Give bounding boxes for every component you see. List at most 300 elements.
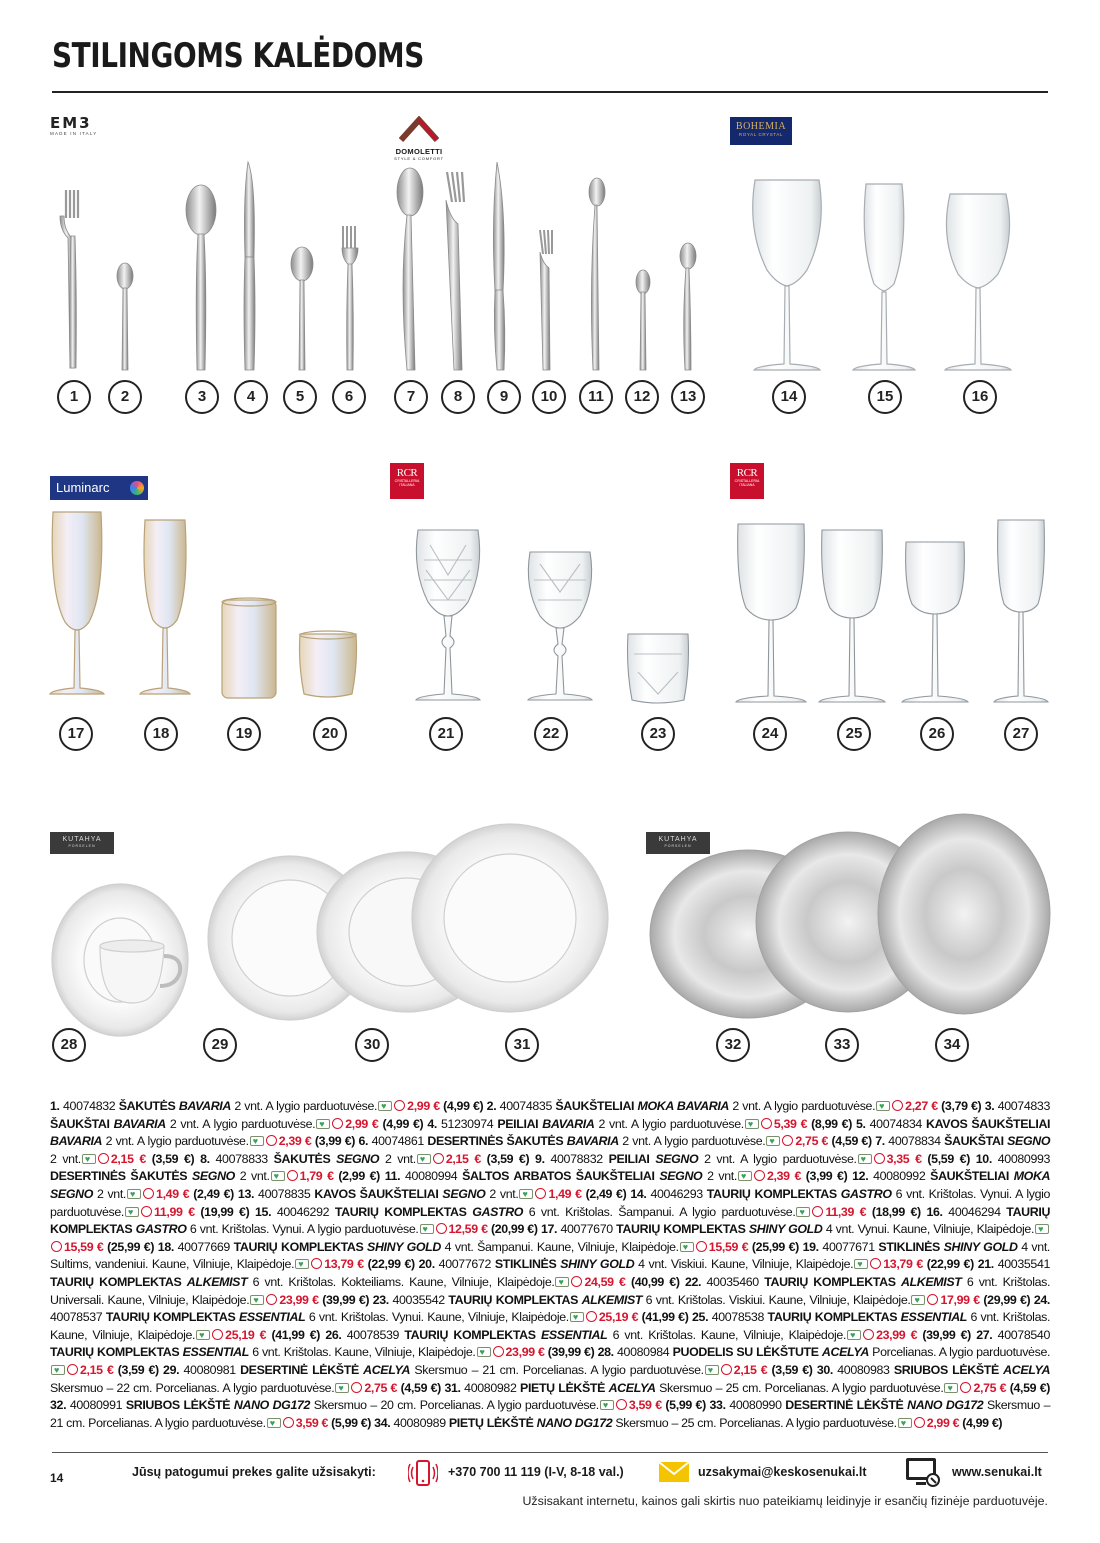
bohemia-sub: ROYAL CRYSTAL xyxy=(738,132,784,137)
discount-icon xyxy=(960,1382,971,1393)
card-heart-icon xyxy=(250,1136,264,1146)
product-name: TAURIŲ KOMPLEKTAS xyxy=(767,1310,898,1325)
product-style: GASTRO xyxy=(472,1204,524,1219)
kutahya-name-1: KUTAHYA xyxy=(62,836,102,843)
discount-icon xyxy=(874,1153,885,1164)
badge-27: 27 xyxy=(1004,717,1038,751)
product-name: STIKLINĖS xyxy=(878,1239,940,1254)
product-entry xyxy=(487,1099,985,1113)
product-price: 2,39 € xyxy=(767,1169,802,1184)
product-name: PUODELIS SU LĖKŠTUTE xyxy=(672,1345,819,1360)
product-code: 40078833 xyxy=(215,1151,268,1166)
badge-8: 8 xyxy=(441,380,475,414)
product-details: Skersmuo – 21 cm. Porcelianas. A lygio parduotuvėse. xyxy=(50,1398,1051,1430)
product-old-price: (4,59 €) xyxy=(400,1380,441,1395)
product-price: 3,59 € xyxy=(295,1415,329,1430)
discount-icon xyxy=(332,1118,343,1129)
discount-icon xyxy=(212,1329,223,1340)
product-style: NANO DG172 xyxy=(536,1415,613,1430)
discount-icon xyxy=(67,1364,78,1375)
product-code: 40035541 xyxy=(997,1257,1051,1272)
product-code: 40078537 xyxy=(50,1310,103,1325)
badge-6: 6 xyxy=(332,380,366,414)
discount-icon xyxy=(98,1153,109,1164)
product-name: TAURIŲ KOMPLEKTAS xyxy=(448,1292,579,1307)
product-style: BAVARIA xyxy=(50,1134,103,1149)
product-old-price: (2,49 €) xyxy=(585,1186,627,1201)
product-price: 1,49 € xyxy=(548,1186,582,1201)
luminarc-name: Luminarc xyxy=(56,480,110,495)
product-details: 6 vnt. Krištolas. Kaune, Vilniuje, Klaipėdoje. xyxy=(612,1327,847,1342)
product-name: TAURIŲ KOMPLEKTAS xyxy=(233,1239,364,1254)
card-heart-icon xyxy=(196,1330,210,1340)
product-code: 40074833 xyxy=(997,1099,1051,1113)
product-code: 40035460 xyxy=(706,1274,759,1289)
product-code: 40080990 xyxy=(729,1398,782,1413)
product-name: SRIUBOS LĖKŠTĖ xyxy=(125,1398,231,1413)
product-price: 3,35 € xyxy=(886,1151,922,1166)
product-price: 25,19 € xyxy=(225,1327,267,1342)
product-details: 4 vnt. Šampanui. Kaune, Vilniuje, Klaipėdoje. xyxy=(444,1239,679,1254)
product-number: 31. xyxy=(444,1380,461,1395)
product-price: 13,79 € xyxy=(883,1257,923,1272)
product-old-price: (3,99 €) xyxy=(805,1169,848,1184)
website-link[interactable]: www.senukai.lt xyxy=(952,1465,1042,1479)
product-number: 18. xyxy=(157,1239,174,1254)
badge-21: 21 xyxy=(429,717,463,751)
discount-icon xyxy=(870,1258,881,1269)
product-details: 6 vnt. Krištolas. Kaune, Vilniuje, Klaipėdoje. xyxy=(50,1310,1051,1342)
card-heart-icon xyxy=(738,1171,752,1181)
badge-9: 9 xyxy=(487,380,521,414)
badge-34: 34 xyxy=(935,1028,969,1062)
product-style: MOKA SEGNO xyxy=(50,1169,1051,1201)
card-heart-icon xyxy=(680,1242,694,1252)
domoletti-sub: STYLE & COMFORT xyxy=(394,156,444,161)
product-code: 40080981 xyxy=(183,1362,236,1377)
card-heart-icon xyxy=(1035,1224,1049,1234)
product-entry xyxy=(535,1152,976,1166)
badge-4: 4 xyxy=(234,380,268,414)
product-old-price: (19,99 €) xyxy=(200,1204,250,1219)
product-number: 21. xyxy=(977,1257,994,1272)
product-number: 9. xyxy=(535,1151,545,1166)
product-price: 11,99 € xyxy=(153,1204,195,1219)
product-code: 40074835 xyxy=(499,1099,553,1113)
product-number: 2. xyxy=(486,1099,497,1113)
badge-25: 25 xyxy=(837,717,871,751)
product-name: ŠAUKŠTELIAI xyxy=(930,1169,1009,1184)
product-code: 40080992 xyxy=(873,1169,926,1184)
product-number: 17. xyxy=(540,1222,558,1237)
product-style: SEGNO xyxy=(1007,1134,1051,1149)
product-code: 40080989 xyxy=(393,1415,446,1430)
product-code: 40080983 xyxy=(837,1362,890,1377)
product-number: 34. xyxy=(374,1415,391,1430)
product-details: 2 vnt. xyxy=(50,1151,81,1166)
product-price: 1,79 € xyxy=(299,1169,334,1184)
domoletti-roof-icon xyxy=(399,116,439,142)
product-old-price: (39,99 €) xyxy=(547,1345,595,1360)
product-details: 6 vnt. Krištolas. Kaune, Vilniuje, Klaipėdoje. xyxy=(252,1345,476,1360)
product-code: 40074832 xyxy=(63,1099,116,1113)
product-old-price: (39,99 €) xyxy=(922,1327,971,1342)
product-details: 2 vnt. xyxy=(489,1186,519,1201)
product-code: 40078538 xyxy=(711,1310,765,1325)
discount-icon xyxy=(586,1311,597,1322)
product-code: 40078835 xyxy=(258,1186,311,1201)
product-number: 33. xyxy=(709,1398,726,1413)
product-code: 40078834 xyxy=(888,1134,941,1149)
badge-14: 14 xyxy=(772,380,806,414)
product-name: TAURIŲ KOMPLEKTAS xyxy=(50,1204,1051,1237)
product-price: 2,27 € xyxy=(905,1099,938,1113)
product-details: 2 vnt. xyxy=(707,1169,737,1184)
product-code: 40046293 xyxy=(650,1186,703,1201)
product-old-price: (20,99 €) xyxy=(490,1222,538,1237)
product-details: 4 vnt. Sultims, vandeniui. Kaune, Vilniuje, Klaipėdoje. xyxy=(50,1239,1051,1272)
badge-11: 11 xyxy=(579,380,613,414)
product-name: TAURIŲ KOMPLEKTAS xyxy=(616,1222,746,1237)
badge-17: 17 xyxy=(59,717,93,751)
card-heart-icon xyxy=(295,1259,309,1269)
card-heart-icon xyxy=(378,1101,392,1111)
product-price: 2,15 € xyxy=(445,1151,481,1166)
discount-icon xyxy=(754,1170,765,1181)
phone-number[interactable]: +370 700 11 119 (I-V, 8-18 val.) xyxy=(448,1465,624,1479)
product-entry xyxy=(385,1169,852,1183)
page-number: 14 xyxy=(50,1471,64,1485)
product-details: 2 vnt. A lygio parduotuvėse. xyxy=(598,1116,744,1131)
card-heart-icon xyxy=(271,1171,285,1181)
product-style: ALKEMIST xyxy=(186,1274,248,1289)
product-name: TAURIŲ KOMPLEKTAS xyxy=(50,1345,180,1360)
bohemia-logo xyxy=(730,117,792,145)
email-icon xyxy=(658,1460,690,1484)
product-style: ALKEMIST xyxy=(581,1292,643,1307)
product-name: PEILIAI xyxy=(608,1151,650,1166)
product-code: 40080982 xyxy=(464,1380,517,1395)
product-name: ŠAKUTĖS xyxy=(118,1099,176,1113)
product-code: 40080994 xyxy=(404,1169,458,1184)
product-old-price: (39,99 €) xyxy=(322,1292,370,1307)
badge-19: 19 xyxy=(227,717,261,751)
card-heart-icon xyxy=(898,1418,912,1428)
product-details: 2 vnt. A lygio parduotuvėse. xyxy=(234,1099,378,1113)
product-price: 2,75 € xyxy=(795,1134,829,1149)
product-style: BAVARIA xyxy=(566,1134,619,1149)
product-old-price: (8,99 €) xyxy=(811,1116,852,1131)
card-heart-icon xyxy=(267,1418,281,1428)
product-entry xyxy=(255,1205,926,1219)
rcr-name-1: RCR xyxy=(396,467,418,479)
product-number: 12. xyxy=(852,1169,869,1184)
product-style: BAVARIA xyxy=(113,1116,166,1131)
product-old-price: (3,79 €) xyxy=(941,1099,982,1113)
product-name: TAURIŲ KOMPLEKTAS xyxy=(50,1274,182,1289)
product-name: KAVOS ŠAUKŠTELIAI xyxy=(314,1186,439,1201)
discount-icon xyxy=(927,1294,938,1305)
card-heart-icon xyxy=(51,1365,65,1375)
product-name: TAURIŲ KOMPLEKTAS xyxy=(706,1186,837,1201)
product-code: 40077670 xyxy=(560,1222,613,1237)
card-heart-icon xyxy=(127,1189,141,1199)
card-heart-icon xyxy=(796,1207,810,1217)
product-style: BAVARIA xyxy=(178,1099,231,1113)
card-heart-icon xyxy=(745,1119,759,1129)
product-name: TAURIŲ KOMPLEKTAS xyxy=(764,1274,896,1289)
product-price: 2,15 € xyxy=(110,1151,146,1166)
card-heart-icon xyxy=(911,1295,925,1305)
product-number: 6. xyxy=(358,1134,369,1149)
product-old-price: (3,59 €) xyxy=(117,1362,159,1377)
product-price: 11,39 € xyxy=(825,1204,867,1219)
product-entry xyxy=(50,1099,487,1113)
product-entry xyxy=(427,1117,856,1131)
product-name: DESERTINĖ LĖKŠTĖ xyxy=(785,1398,904,1413)
discount-icon xyxy=(141,1206,152,1217)
discount-icon xyxy=(892,1100,903,1111)
product-code: 40077672 xyxy=(438,1257,491,1272)
product-style: SEGNO xyxy=(442,1186,486,1201)
badge-2: 2 xyxy=(108,380,142,414)
product-details: 2 vnt. A lygio parduotuvėse. xyxy=(105,1134,249,1149)
discount-icon xyxy=(283,1417,294,1428)
card-heart-icon xyxy=(519,1189,533,1199)
product-old-price: (5,59 €) xyxy=(927,1151,970,1166)
card-heart-icon xyxy=(944,1383,958,1393)
product-old-price: (4,59 €) xyxy=(831,1134,872,1149)
phone-icon xyxy=(408,1458,438,1490)
product-entry xyxy=(444,1381,1050,1395)
product-number: 11. xyxy=(384,1169,401,1184)
computer-icon xyxy=(904,1456,944,1490)
badge-22: 22 xyxy=(534,717,568,751)
product-number: 20. xyxy=(418,1257,435,1272)
product-name: STIKLINĖS xyxy=(494,1257,557,1272)
product-style: ACELYA xyxy=(821,1345,869,1360)
product-name: DESERTINĖS ŠAKUTĖS xyxy=(427,1134,564,1149)
domoletti-logo xyxy=(388,116,450,161)
product-style: SEGNO xyxy=(659,1169,703,1184)
badge-15: 15 xyxy=(868,380,902,414)
discount-icon xyxy=(721,1364,732,1375)
product-code: 40078539 xyxy=(346,1327,400,1342)
rcr-logo-2 xyxy=(730,463,764,499)
card-heart-icon xyxy=(766,1136,780,1146)
product-old-price: (4,99 €) xyxy=(382,1116,424,1131)
badge-12: 12 xyxy=(625,380,659,414)
product-style: ACELYA xyxy=(363,1362,411,1377)
badge-16: 16 xyxy=(963,380,997,414)
product-price: 2,75 € xyxy=(364,1380,398,1395)
product-code: 40078832 xyxy=(550,1151,603,1166)
card-heart-icon xyxy=(82,1154,96,1164)
product-number: 28. xyxy=(597,1345,614,1360)
product-entry xyxy=(359,1134,876,1148)
product-details: 2 vnt. xyxy=(96,1186,127,1201)
discount-icon xyxy=(351,1382,362,1393)
product-style: SHINY GOLD xyxy=(367,1239,441,1254)
product-number: 16. xyxy=(926,1204,943,1219)
product-code: 40046292 xyxy=(276,1204,330,1219)
badge-10: 10 xyxy=(532,380,566,414)
eme-sub: MADE IN ITALY xyxy=(50,131,98,136)
product-code: 40074834 xyxy=(869,1116,922,1131)
product-style: ESSENTIAL xyxy=(540,1327,608,1342)
luminarc-logo xyxy=(50,476,148,500)
card-heart-icon xyxy=(477,1347,491,1357)
badge-33: 33 xyxy=(825,1028,859,1062)
product-details: 2 vnt. xyxy=(239,1169,270,1184)
product-number: 19. xyxy=(802,1239,819,1254)
product-price: 13,79 € xyxy=(324,1257,364,1272)
product-details: Skersmuo – 20 cm. Porcelianas. A lygio parduotuvėse. xyxy=(313,1398,599,1413)
badge-5: 5 xyxy=(283,380,317,414)
bohemia-name: BOHEMIA xyxy=(735,121,787,132)
discount-icon xyxy=(535,1188,546,1199)
product-price: 15,59 € xyxy=(64,1239,104,1254)
discount-icon xyxy=(493,1346,504,1357)
badge-7: 7 xyxy=(394,380,428,414)
product-details: 6 vnt. Krištolas. Vynui. Kaune, Vilniuje, Klaipėdoje. xyxy=(308,1310,569,1325)
product-price: 5,39 € xyxy=(773,1116,808,1131)
discount-icon xyxy=(863,1329,874,1340)
product-name: TAURIŲ KOMPLEKTAS xyxy=(334,1204,467,1219)
product-price: 2,99 € xyxy=(926,1415,960,1430)
product-old-price: (29,99 €) xyxy=(983,1292,1031,1307)
product-details: 6 vnt. Krištolas. Vynui. A lygio parduotuvėse. xyxy=(50,1186,1051,1219)
card-heart-icon xyxy=(876,1101,890,1111)
product-name: TAURIŲ KOMPLEKTAS xyxy=(105,1310,236,1325)
product-style: ACELYA xyxy=(608,1380,656,1395)
product-name: SRIUBOS LĖKŠTĖ xyxy=(893,1362,999,1377)
product-price: 2,15 € xyxy=(733,1362,768,1377)
badge-28: 28 xyxy=(52,1028,86,1062)
product-style: MOKA BAVARIA xyxy=(637,1099,730,1113)
product-number: 10. xyxy=(975,1151,992,1166)
product-old-price: (4,99 €) xyxy=(962,1415,1003,1430)
badge-3: 3 xyxy=(185,380,219,414)
product-style: NANO DG172 xyxy=(907,1398,984,1413)
product-old-price: (5,99 €) xyxy=(331,1415,372,1430)
product-entry xyxy=(419,1257,978,1271)
product-old-price: (25,99 €) xyxy=(751,1239,799,1254)
product-details: 2 vnt. A lygio parduotuvėse. xyxy=(732,1099,876,1113)
product-name: PEILIAI xyxy=(497,1116,539,1131)
product-old-price: (3,99 €) xyxy=(314,1134,356,1149)
product-entry xyxy=(158,1240,803,1254)
product-style: SEGNO xyxy=(191,1169,235,1184)
card-heart-icon xyxy=(854,1259,868,1269)
product-descriptions xyxy=(50,1098,1050,1432)
product-style: SEGNO xyxy=(655,1151,699,1166)
product-number: 22. xyxy=(684,1274,702,1289)
product-style: ACELYA xyxy=(1003,1362,1051,1377)
product-number: 26. xyxy=(325,1327,342,1342)
product-entry xyxy=(238,1187,630,1201)
product-code: 40077669 xyxy=(177,1239,230,1254)
product-old-price: (3,59 €) xyxy=(771,1362,813,1377)
card-heart-icon xyxy=(316,1119,330,1129)
product-style: GASTRO xyxy=(135,1222,187,1237)
product-number: 8. xyxy=(200,1151,210,1166)
discount-icon xyxy=(311,1258,322,1269)
product-details: 6 vnt. Krištolas. Vynui. A lygio parduotuvėse. xyxy=(189,1222,419,1237)
product-name: ŠAUKŠTELIAI xyxy=(555,1099,635,1113)
product-old-price: (41,99 €) xyxy=(641,1310,689,1325)
product-details: 2 vnt. A lygio parduotuvėse. xyxy=(622,1134,766,1149)
discount-icon xyxy=(436,1223,447,1234)
badge-24: 24 xyxy=(753,717,787,751)
card-heart-icon xyxy=(858,1154,872,1164)
badge-23: 23 xyxy=(641,717,675,751)
product-number: 3. xyxy=(984,1099,995,1113)
product-style: SHINY GOLD xyxy=(943,1239,1018,1254)
badge-26: 26 xyxy=(920,717,954,751)
rcr-logo-1 xyxy=(390,463,424,499)
product-old-price: (41,99 €) xyxy=(271,1327,321,1342)
product-details: Skersmuo – 21 cm. Porcelianas. A lygio parduotuvėse. xyxy=(414,1362,704,1377)
product-number: 13. xyxy=(237,1186,255,1201)
product-price: 15,59 € xyxy=(708,1239,749,1254)
discount-icon xyxy=(433,1153,444,1164)
product-number: 24. xyxy=(1033,1292,1051,1307)
product-details: 6 vnt. Krištolas. Universali. Kaune, Vilniuje, Klaipėdoje. xyxy=(50,1274,1051,1307)
page-title: STILINGOMS KALĖDOMS xyxy=(52,36,424,76)
product-details: 6 vnt. Krištolas. Šampanui. A lygio parduotuvėse. xyxy=(528,1204,796,1219)
product-price: 25,19 € xyxy=(598,1310,639,1325)
discount-icon xyxy=(266,1135,277,1146)
rcr-name-2: RCR xyxy=(736,467,758,479)
card-heart-icon xyxy=(335,1383,349,1393)
product-code: 40080984 xyxy=(617,1345,670,1360)
product-code: 40074861 xyxy=(371,1134,424,1149)
discount-icon xyxy=(616,1399,627,1410)
discount-icon xyxy=(51,1241,62,1252)
product-style: GASTRO xyxy=(840,1186,892,1201)
kutahya-name-2: KUTAHYA xyxy=(658,836,698,843)
product-number: 32. xyxy=(50,1398,67,1413)
product-style: SHINY GOLD xyxy=(748,1222,823,1237)
eme-mark: EM3 xyxy=(50,114,92,132)
discount-icon xyxy=(782,1135,793,1146)
eme-logo xyxy=(50,116,114,136)
product-old-price: (22,99 €) xyxy=(926,1257,974,1272)
badge-30: 30 xyxy=(355,1028,389,1062)
product-old-price: (3,59 €) xyxy=(486,1151,530,1166)
product-number: 27. xyxy=(976,1327,993,1342)
kutahya-sub-2: PORSELEN xyxy=(664,844,692,848)
discount-icon xyxy=(394,1100,405,1111)
product-number: 29. xyxy=(163,1362,180,1377)
product-price: 2,99 € xyxy=(345,1116,379,1131)
product-old-price: (3,59 €) xyxy=(151,1151,195,1166)
product-name: ŠAUKŠTAI xyxy=(50,1116,110,1131)
domoletti-name: DOMOLETTI xyxy=(395,147,443,156)
product-entry xyxy=(50,1398,709,1412)
badge-20: 20 xyxy=(313,717,347,751)
product-details: 4 vnt. Vynui. Kaune, Vilniuje, Klaipėdoje. xyxy=(825,1222,1035,1237)
product-details: 4 vnt. Viskiui. Kaune, Vilniuje, Klaipėdoje. xyxy=(638,1257,854,1272)
badge-13: 13 xyxy=(671,380,705,414)
product-number: 23. xyxy=(372,1292,389,1307)
product-details: 2 vnt. xyxy=(384,1151,416,1166)
email-address[interactable]: uzsakymai@keskosenukai.lt xyxy=(698,1465,867,1479)
product-name: KAVOS ŠAUKŠTELIAI xyxy=(926,1116,1051,1131)
product-price: 23,99 € xyxy=(505,1345,545,1360)
discount-icon xyxy=(143,1188,154,1199)
